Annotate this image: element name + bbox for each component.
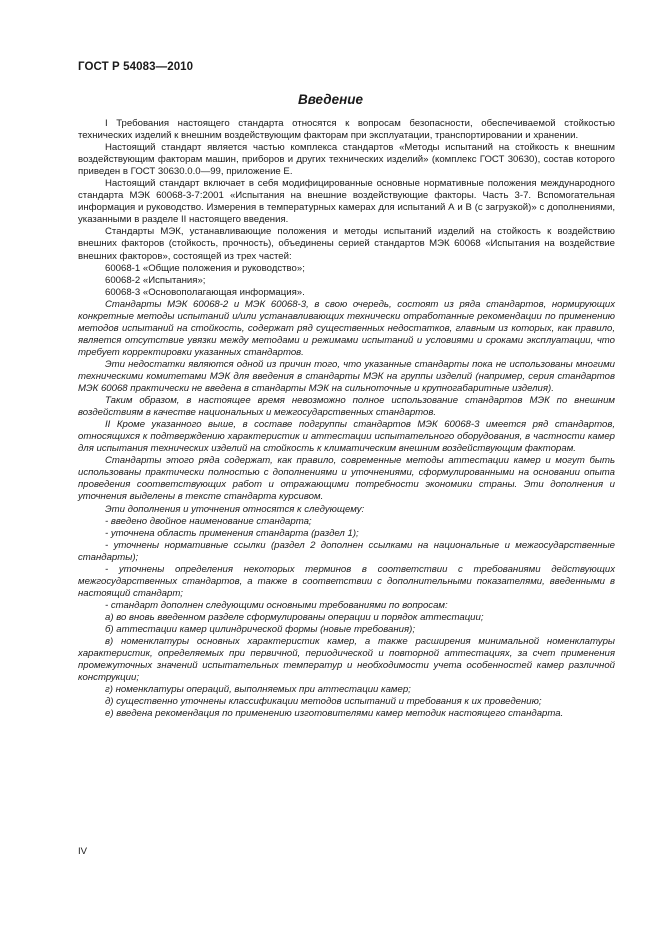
paragraph: Настоящий стандарт является частью комплекса стандартов «Методы испытаний на стойкость к внешним воздействующим факторам машин, приборов и других технических изделий» (комплекс ГОСТ 30630), состав которого приведен в ГОСТ 30630.0.0—99, приложение Е. — [78, 142, 615, 178]
section-title: Введение — [297, 92, 363, 107]
paragraph: Таким образом, в настоящее время невозможно полное использование стандартов МЭК по внешним воздействиям в качестве национальных и межгосударственных стандартов. — [78, 395, 615, 419]
page-number: IV — [78, 846, 88, 857]
introduction-body — [78, 118, 615, 720]
paragraph: б) аттестации камер цилиндрической формы (новые требования); — [105, 623, 415, 635]
paragraph: 60068-3 «Основополагающая информация». — [105, 286, 305, 298]
paragraph: - уточнены определения некоторых терминов в соответствии с требованиями действующих межгосударственных стандартов, а также в соответствии с дополнительными показателями, введенными в настоящий стандарт; — [78, 563, 615, 599]
paragraph: Стандарты МЭК 60068-2 и МЭК 60068-3, в свою очередь, состоят из ряда стандартов, нормирующих конкретные методы испытаний и/или устанавливающих технически отработанные рекомендации по применению методов испытаний на стойкость, содержат ряд существенных недостатков, главным из которых, как правило, является отсутствие увязки между методами и режимами испытаний и условиями и сроками эксплуатации, что требует корректировки указанных стандартов. — [78, 298, 615, 358]
document-code-header: ГОСТ Р 54083—2010 — [78, 61, 194, 73]
paragraph: I Требования настоящего стандарта относятся к вопросам безопасности, обеспечиваемой стойкостью технических изделий к внешним воздействующим факторам при эксплуатации, транспортировании и хранении. — [78, 118, 615, 142]
paragraph: Эти дополнения и уточнения относятся к следующему: — [105, 503, 365, 515]
paragraph: Стандарты этого ряда содержат, как правило, современные методы аттестации камер и могут быть использованы практически полностью с дополнениями и уточнениями, сформулированными на основании опыта проведения соответствующих работ и отражающими потребности экономики страны. Эти дополнения и уточнения выделены в тексте стандарта курсивом. — [78, 455, 615, 503]
paragraph: 60068-2 «Испытания»; — [105, 274, 206, 286]
paragraph: - уточнена область применения стандарта (раздел 1); — [105, 527, 359, 539]
paragraph: д) существенно уточнены классификации методов испытаний и требования к их проведению; — [105, 696, 542, 708]
paragraph: - введено двойное наименование стандарта; — [105, 515, 312, 527]
paragraph: г) номенклатуры операций, выполняемых при аттестации камер; — [105, 684, 411, 696]
paragraph: Эти недостатки являются одной из причин того, что указанные стандарты пока не использованы многими техническими комитетами МЭК для введения в стандарты МЭК на группы изделий (например, серия стандартов МЭК 60068 практически не введена в стандарты МЭК на сильноточные и крупногабаритные изделия). — [78, 358, 615, 395]
paragraph: Настоящий стандарт включает в себя модифицированные основные нормативные положения международного стандарта МЭК 60068-3-7:2001 «Испытания на внешние воздействующие факторы. Часть 3-7. Вспомогательная информация и руководство. Измерения в температурных камерах для испытаний А и В (с загрузкой)» с дополнениями, указанными в разделе II настоящего введения. — [78, 178, 615, 226]
paragraph: - уточнены нормативные ссылки (раздел 2 дополнен ссылками на национальные и межгосударственные стандарты); — [78, 539, 615, 563]
paragraph: а) во вновь введенном разделе сформулированы операции и порядок аттестации; — [105, 611, 484, 623]
paragraph: в) номенклатуры основных характеристик камер, а также расширения минимальной номенклатуры характеристик, определяемых при первичной, периодической и повторной аттестациях, за счет применения промежуточных значений испытательных температур и необходимости учета особенностей камер различной конструкции; — [78, 636, 615, 684]
paragraph: 60068-1 «Общие положения и руководство»; — [105, 262, 305, 274]
paragraph: II Кроме указанного выше, в составе подгруппы стандартов МЭК 60068-3 имеется ряд стандартов, относящихся к подтверждению характеристик и аттестации испытательного оборудования, в частности камер для испытания технических изделий на стойкость к климатическим внешним воздействующим факторам. — [78, 419, 615, 455]
paragraph: Стандарты МЭК, устанавливающие положения и методы испытаний изделий на стойкость к воздействию внешних факторов (стойкость, прочность), объединены серией стандартов МЭК 60068 «Испытания на воздействие внешних факторов», состоящей из трех частей: — [78, 226, 615, 262]
paragraph: - стандарт дополнен следующими основными требованиями по вопросам: — [105, 599, 448, 611]
paragraph: е) введена рекомендация по применению изготовителями камер методик настоящего стандарта. — [105, 708, 564, 720]
